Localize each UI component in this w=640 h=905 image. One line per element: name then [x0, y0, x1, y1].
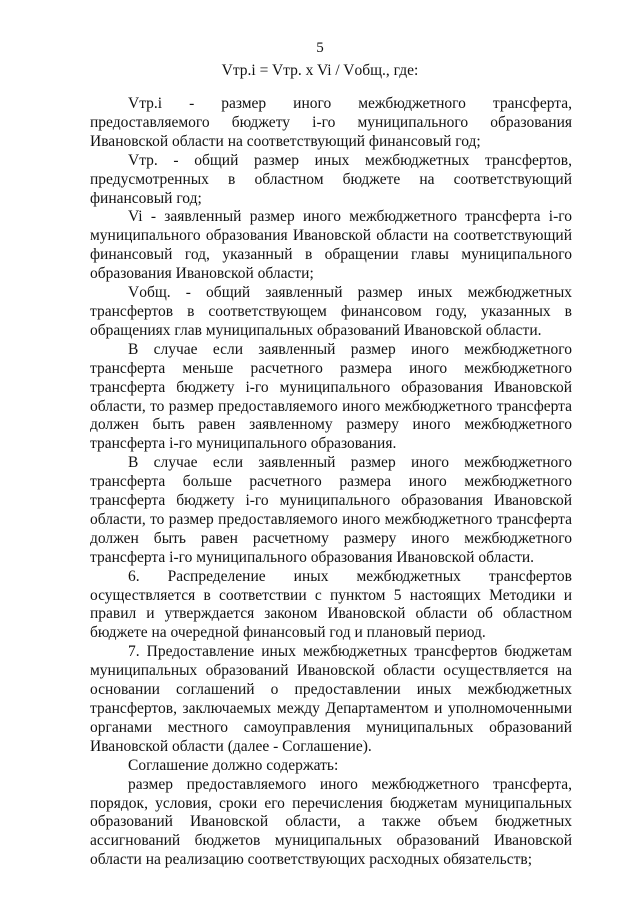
paragraph-agreement-contains: Соглашение должно содержать:: [128, 756, 339, 774]
definition-vi: Vi - заявленный размер иного межбюджетного трансферта i-го муниципального образования Ивановской области на соответствующий финансовый год, указанный в обращении главы муниципального образования Ивановской области;: [90, 208, 572, 283]
definition-vtr-i: Vтр.i - размер иного межбюджетного трансферта, предоставляемого бюджету i-го муниципального образования Ивановской области на соответствующий финансовый год;: [90, 95, 572, 150]
paragraph-item-7: 7. Предоставление иных межбюджетных трансфертов бюджетам муниципальных образований Ивановской области осуществляется на основании соглашений о предоставлении иных межбюджетных трансфертов, заключаемых между Департаментом и уполномоченными органами местного самоуправления муниципальных образований Ивановской области (далее - Соглашение).: [90, 643, 572, 755]
paragraph-less-than-case: В случае если заявленный размер иного межбюджетного трансферта меньше расчетного размера иного межбюджетного трансферта бюджету i-го муниципального образования Ивановской области, то размер предоставляемого иного межбюджетного трансферта должен быть равен заявленному размеру иного межбюджетного трансферта i-го муниципального образования.: [90, 340, 572, 453]
paragraph-agreement-clause: размер предоставляемого иного межбюджетного трансферта, порядок, условия, сроки его перечисления бюджетам муниципальных образований Ивановской области, а также объем бюджетных ассигнований бюджетов муниципальных образований Ивановской области на реализацию соответствующих расходных обязательств;: [90, 775, 572, 869]
paragraph-item-6: 6. Распределение иных межбюджетных трансфертов осуществляется в соответствии с пунктом 5 настоящих Методики и правил и утверждается законом Ивановской области об областном бюджете на очередной финансовый год и плановый период.: [90, 567, 572, 642]
definition-vtr: Vтр. - общий размер иных межбюджетных трансфертов, предусмотренных в областном бюджете на соответствующий финансовый год;: [90, 151, 572, 207]
page-number: 5: [316, 40, 324, 56]
formula-line: Vтр.i = Vтр. x Vi / Vобщ., где:: [221, 62, 419, 79]
document-body: [90, 95, 572, 870]
paragraph-greater-than-case: В случае если заявленный размер иного межбюджетного трансферта больше расчетного размера иного межбюджетного трансферта бюджету i-го муниципального образования Ивановской области, то размер предоставляемого иного межбюджетного трансферта должен быть равен расчетному размеру иного межбюджетного трансферта i-го муниципального образования Ивановской области.: [90, 454, 572, 566]
definition-vobshch: Vобщ. - общий заявленный размер иных межбюджетных трансфертов в соответствующем финансовом году, указанных в обращениях глав муниципальных образований Ивановской области.: [90, 284, 572, 339]
